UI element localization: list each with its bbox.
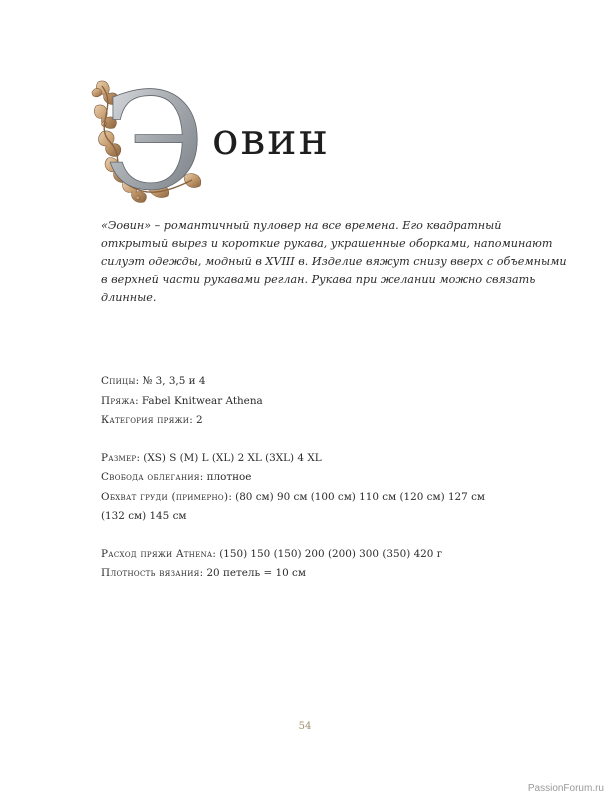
intro-line: открытый вырез и короткие рукава, украшенные оборками, напоминают: [101, 237, 553, 250]
spec-label: Обхват груди (примерно): [101, 490, 229, 503]
spec-yarn-category: Категория пряжи: 2: [101, 414, 203, 426]
spec-bust: Обхват груди (примерно): (80 см) 90 см (100 см) 110 см (120 см) 127 см: [101, 490, 485, 503]
spec-label: Плотность вязания: [101, 567, 200, 579]
specs-block: [101, 372, 531, 584]
spec-label: Расход пряжи Athena: [101, 547, 213, 560]
intro-line: в верхней части рукавами реглан. Рукава при желании можно связать: [101, 273, 536, 286]
spec-value: (132 см) 145 см: [101, 510, 187, 522]
spec-label: Размер: [101, 451, 137, 464]
spec-value: № 3, 3,5 и 4: [142, 375, 206, 387]
spec-value: (150) 150 (150) 200 (200) 300 (350) 420 г: [219, 547, 443, 560]
spec-value: (80 см) 90 см (100 см) 110 см (120 см) 127 см: [235, 490, 485, 503]
spec-yarn: Пряжа: Fabel Knitwear Athena: [101, 394, 263, 407]
spec-value: 2: [196, 414, 203, 426]
intro-line: силуэт одежды, модный в XVIII в. Изделие вяжут снизу вверх с объемными: [101, 255, 567, 268]
page-number: 54: [298, 721, 312, 732]
spec-value: 20 петель = 10 см: [206, 567, 306, 579]
spec-value: плотное: [206, 471, 252, 483]
spec-yarn-usage: Расход пряжи Athena: (150) 150 (150) 200 (200) 300 (350) 420 г: [101, 547, 443, 560]
dropcap-ornament-graphic: [88, 76, 218, 204]
spec-label: Спицы: [101, 375, 136, 387]
spec-label: Категория пряжи: [101, 414, 190, 426]
dropcap-letter: Э: [102, 76, 206, 204]
intro-line: длинные.: [101, 291, 157, 304]
spec-gauge: Плотность вязания: 20 петель = 10 см: [101, 567, 306, 579]
watermark: PassionForum.ru: [527, 783, 604, 794]
intro-paragraph: [101, 217, 567, 307]
spec-ease: Свобода облегания: плотное: [101, 471, 252, 483]
intro-line: «Эовин» – романтичный пуловер на все времена. Его квадратный: [101, 219, 502, 232]
spec-label: Пряжа: [101, 394, 136, 407]
spec-needles: Спицы: № 3, 3,5 и 4: [101, 375, 206, 387]
dropcap-ornament: [88, 76, 218, 204]
spec-label: Свобода облегания: [101, 471, 200, 483]
spec-value: (XS) S (M) L (XL) 2 XL (3XL) 4 XL: [143, 451, 322, 464]
page-title: овин: [212, 114, 330, 165]
spec-value: Fabel Knitwear Athena: [141, 394, 263, 407]
spec-size: Размер: (XS) S (M) L (XL) 2 XL (3XL) 4 XL: [101, 451, 322, 464]
spec-bust-continued: [101, 507, 531, 527]
